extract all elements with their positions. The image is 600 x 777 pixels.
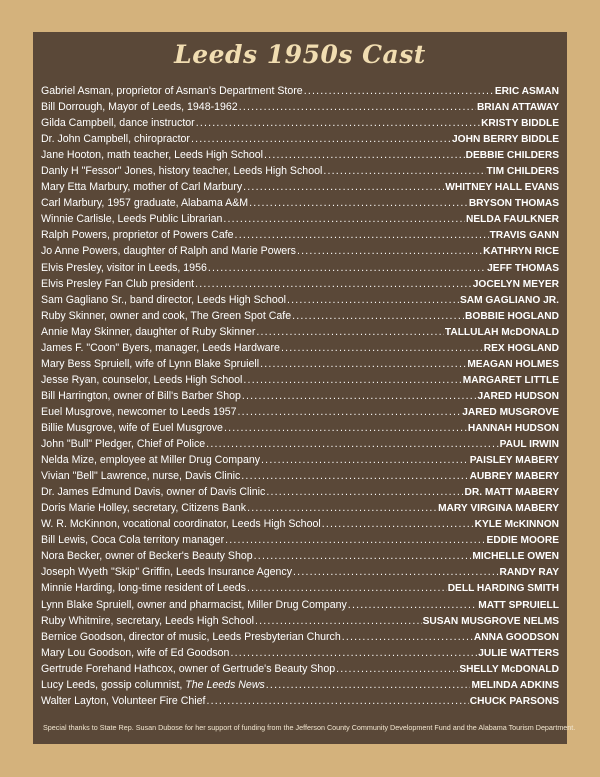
role-text: Jane Hooton, math teacher, Leeds High School xyxy=(41,149,264,162)
role-description xyxy=(41,356,259,372)
leader-dots xyxy=(281,340,483,356)
actor-name: ANNA GOODSON xyxy=(473,631,559,643)
leader-dots xyxy=(256,324,444,340)
cast-row xyxy=(41,227,559,243)
cast-row xyxy=(41,131,559,147)
cast-row xyxy=(41,532,559,548)
leader-dots xyxy=(225,532,485,548)
publication-title: The Leeds News xyxy=(185,678,265,691)
cast-row xyxy=(41,661,559,677)
role-text: Gabriel Asman, proprietor of Asman's Department Store xyxy=(41,85,303,97)
role-text: Dr. James Edmund Davis, owner of Davis Clinic xyxy=(41,486,266,499)
role-description xyxy=(41,195,248,211)
cast-row xyxy=(41,195,559,211)
role-description xyxy=(41,420,223,436)
role-description xyxy=(41,372,242,388)
actor-name: TIM CHILDERS xyxy=(486,166,559,178)
role-text: Mary Bess Spruiell, wife of Lynn Blake Spruiell xyxy=(41,357,260,370)
leader-dots xyxy=(266,677,471,693)
cast-row xyxy=(41,548,559,564)
leader-dots xyxy=(239,99,476,115)
actor-name: KRISTY BIDDLE xyxy=(481,118,559,130)
actor-name: BOBBIE HOGLAND xyxy=(465,310,559,322)
cast-row xyxy=(41,613,559,629)
role-description xyxy=(41,227,234,243)
actor-name: DELL HARDING SMITH xyxy=(447,583,559,595)
leader-dots xyxy=(322,516,474,532)
cast-row xyxy=(41,468,559,484)
role-description xyxy=(41,340,280,356)
actor-name: SHELLY McDONALD xyxy=(459,663,559,675)
cast-row xyxy=(41,452,559,468)
role-text: Nora Becker, owner of Becker's Beauty Shop xyxy=(41,550,253,563)
actor-name: JARED HUDSON xyxy=(477,390,559,402)
leader-dots xyxy=(241,468,468,484)
role-text: Annie May Skinner, daughter of Ruby Skinner xyxy=(41,325,256,338)
leader-dots xyxy=(297,243,482,259)
page-title: Leeds 1950s Cast xyxy=(174,40,426,69)
leader-dots xyxy=(238,404,462,420)
actor-name: KATHRYN RICE xyxy=(483,246,559,258)
role-text: Walter Layton, Volunteer Fire Chief xyxy=(41,694,206,707)
role-text: Bernice Goodson, director of music, Leeds Presbyterian Church xyxy=(41,630,341,643)
leader-dots xyxy=(206,436,498,452)
cast-row xyxy=(41,115,559,131)
actor-name: BRIAN ATTAWAY xyxy=(476,102,559,114)
actor-name: NELDA FAULKNER xyxy=(465,214,559,226)
cast-row xyxy=(41,292,559,308)
role-description xyxy=(41,484,265,500)
role-text: Bill Lewis, Coca Cola territory manager xyxy=(41,534,225,547)
leader-dots xyxy=(242,388,477,404)
leader-dots xyxy=(260,356,466,372)
role-text: John "Bull" Pledger, Chief of Police xyxy=(41,438,206,451)
role-description xyxy=(41,115,195,131)
role-description xyxy=(41,260,207,276)
role-description xyxy=(41,516,321,532)
cast-row xyxy=(41,388,559,404)
leader-dots xyxy=(249,195,468,211)
actor-name: DR. MATT MABERY xyxy=(464,487,559,499)
role-text: Billie Musgrove, wife of Euel Musgrove xyxy=(41,421,223,434)
role-description xyxy=(41,661,335,677)
actor-name: HANNAH HUDSON xyxy=(467,422,559,434)
actor-name: JARED MUSGROVE xyxy=(462,406,559,418)
role-description xyxy=(41,677,265,693)
cast-row xyxy=(41,83,559,99)
leader-dots xyxy=(191,131,451,147)
role-text: Gertrude Forehand Hathcox, owner of Gertrude's Beauty Shop xyxy=(41,662,336,675)
role-text: Bill Harrington, owner of Bill's Barber Shop xyxy=(41,389,241,402)
cast-row xyxy=(41,340,559,356)
cast-row xyxy=(41,211,559,227)
role-text: Lucy Leeds, gossip columnist, xyxy=(41,678,186,691)
role-text: Mary Etta Marbury, mother of Carl Marbury xyxy=(41,181,243,194)
role-text: Jesse Ryan, counselor, Leeds High School xyxy=(41,373,243,386)
cast-row xyxy=(41,324,559,340)
role-text: Dr. John Campbell, chiropractor xyxy=(41,133,190,146)
role-text: Sam Gagliano Sr., band director, Leeds High School xyxy=(41,293,286,306)
leader-dots xyxy=(304,83,494,99)
leader-dots xyxy=(323,163,485,179)
role-text: Ralph Powers, proprietor of Powers Cafe xyxy=(41,229,234,242)
role-text: Elvis Presley, visitor in Leeds, 1956 xyxy=(41,261,207,274)
role-description xyxy=(41,179,242,195)
role-text: Elvis Presley Fan Club president xyxy=(41,277,195,290)
cast-row xyxy=(41,243,559,259)
cast-row xyxy=(41,147,559,163)
actor-name: RANDY RAY xyxy=(499,567,559,579)
cast-row xyxy=(41,629,559,645)
role-description xyxy=(41,243,296,259)
actor-name: KYLE McKINNON xyxy=(474,519,559,531)
cast-row xyxy=(41,356,559,372)
leader-dots xyxy=(223,211,465,227)
leader-dots xyxy=(235,227,489,243)
cast-row xyxy=(41,516,559,532)
role-text: Bill Dorrough, Mayor of Leeds, 1948-1962 xyxy=(41,101,238,114)
role-description xyxy=(41,532,224,548)
role-text: Doris Marie Holley, secretary, Citizens Bank xyxy=(41,502,247,515)
leader-dots xyxy=(208,260,486,276)
cast-row xyxy=(41,580,559,596)
role-description xyxy=(41,388,241,404)
role-description xyxy=(41,292,286,308)
leader-dots xyxy=(293,564,499,580)
role-text: Vivian "Bell" Lawrence, nurse, Davis Clinic xyxy=(41,470,241,483)
actor-name: CHUCK PARSONS xyxy=(469,695,559,707)
role-text: Minnie Harding, long-time resident of Leeds xyxy=(41,582,246,595)
role-description xyxy=(41,613,254,629)
role-text: James F. "Coon" Byers, manager, Leeds Hardware xyxy=(41,341,280,354)
role-description xyxy=(41,468,240,484)
role-text: Mary Lou Goodson, wife of Ed Goodson xyxy=(41,646,230,659)
role-text: W. R. McKinnon, vocational coordinator, Leeds High School xyxy=(41,518,321,531)
leader-dots xyxy=(196,115,480,131)
role-text: Lynn Blake Spruiell, owner and pharmacist, Miller Drug Company xyxy=(41,598,347,611)
actor-name: PAISLEY MABERY xyxy=(469,455,559,467)
cast-row xyxy=(41,260,559,276)
actor-name: MARY VIRGINA MABERY xyxy=(438,503,559,515)
role-description xyxy=(41,131,190,147)
cast-row xyxy=(41,500,559,516)
cast-row xyxy=(41,677,559,693)
cast-row xyxy=(41,693,559,709)
role-description xyxy=(41,629,341,645)
role-text: Winnie Carlisle, Leeds Public Librarian xyxy=(41,213,223,226)
actor-name: SAM GAGLIANO JR. xyxy=(459,294,559,306)
cast-row xyxy=(41,564,559,580)
actor-name: WHITNEY HALL EVANS xyxy=(445,182,559,194)
leader-dots xyxy=(230,645,477,661)
leader-dots xyxy=(247,500,437,516)
actor-name: EDDIE MOORE xyxy=(486,535,559,547)
role-description xyxy=(41,99,238,115)
cast-row xyxy=(41,308,559,324)
actor-name: MELINDA ADKINS xyxy=(471,679,559,691)
cast-row xyxy=(41,372,559,388)
role-description xyxy=(41,404,237,420)
role-description xyxy=(41,308,291,324)
actor-name: MEAGAN HOLMES xyxy=(467,358,559,370)
leader-dots xyxy=(224,420,467,436)
role-description xyxy=(41,452,260,468)
leader-dots xyxy=(336,661,458,677)
role-description xyxy=(41,500,246,516)
role-text: Joseph Wyeth "Skip" Griffin, Leeds Insurance Agency xyxy=(41,566,293,579)
role-text: Ruby Skinner, owner and cook, The Green Spot Cafe xyxy=(41,309,292,322)
cast-row xyxy=(41,163,559,179)
leader-dots xyxy=(264,147,465,163)
cast-row xyxy=(41,179,559,195)
role-description xyxy=(41,564,292,580)
cast-row xyxy=(41,597,559,613)
role-text: Jo Anne Powers, daughter of Ralph and Marie Powers xyxy=(41,245,296,258)
cast-row xyxy=(41,99,559,115)
actor-name: DEBBIE CHILDERS xyxy=(465,150,559,162)
role-description xyxy=(41,211,222,227)
cast-panel xyxy=(33,32,576,744)
role-description xyxy=(41,324,255,340)
leader-dots xyxy=(348,597,477,613)
leader-dots xyxy=(206,693,468,709)
actor-name: JOCELYN MEYER xyxy=(472,278,559,290)
role-description xyxy=(41,147,263,163)
leader-dots xyxy=(243,179,444,195)
role-text: Nelda Mize, employee at Miller Drug Company xyxy=(41,454,261,467)
actor-name: BRYSON THOMAS xyxy=(468,198,559,210)
cast-row xyxy=(41,276,559,292)
actor-name: ERIC ASMAN xyxy=(494,86,559,97)
role-description xyxy=(41,548,253,564)
leader-dots xyxy=(255,613,422,629)
role-description xyxy=(41,276,194,292)
role-text: Ruby Whitmire, secretary, Leeds High School xyxy=(41,614,254,627)
special-thanks: Special thanks to State Rep. Susan Dubose for her support of funding from the Jefferson County Community Development Fund and the Alabama Tourism Department. xyxy=(43,723,576,732)
role-text: Danly H "Fessor" Jones, history teacher, Leeds High School xyxy=(41,165,323,178)
cast-row xyxy=(41,420,559,436)
actor-name: MATT SPRUIELL xyxy=(478,599,559,611)
leader-dots xyxy=(261,452,469,468)
leader-dots xyxy=(243,372,461,388)
actor-name: MICHELLE OWEN xyxy=(472,551,559,563)
actor-name: TRAVIS GANN xyxy=(489,230,559,242)
actor-name: JEFF THOMAS xyxy=(487,262,559,274)
actor-name: JOHN BERRY BIDDLE xyxy=(452,134,559,146)
leader-dots xyxy=(266,484,463,500)
cast-list xyxy=(41,83,559,709)
role-description xyxy=(41,436,205,452)
cast-row xyxy=(41,645,559,661)
role-description xyxy=(41,693,205,709)
cast-row xyxy=(41,484,559,500)
leader-dots xyxy=(195,276,472,292)
actor-name: SUSAN MUSGROVE NELMS xyxy=(422,615,559,627)
role-text: Gilda Campbell, dance instructor xyxy=(41,117,195,130)
role-text: Carl Marbury, 1957 graduate, Alabama A&M xyxy=(41,197,249,210)
actor-name: TALLULAH McDONALD xyxy=(444,326,559,338)
actor-name: JULIE WATTERS xyxy=(478,647,559,659)
actor-name: PAUL IRWIN xyxy=(499,439,559,451)
leader-dots xyxy=(247,580,447,596)
role-description xyxy=(41,580,246,596)
leader-dots xyxy=(342,629,473,645)
role-description xyxy=(41,645,229,661)
role-description xyxy=(41,597,347,613)
leader-dots xyxy=(287,292,459,308)
leader-dots xyxy=(292,308,464,324)
role-text: Euel Musgrove, newcomer to Leeds 1957 xyxy=(41,405,237,418)
actor-name: REX HOGLAND xyxy=(483,342,559,354)
actor-name: MARGARET LITTLE xyxy=(462,374,559,386)
role-description xyxy=(41,83,303,99)
leader-dots xyxy=(254,548,472,564)
cast-row xyxy=(41,404,559,420)
cast-row xyxy=(41,436,559,452)
role-description xyxy=(41,163,322,179)
actor-name: AUBREY MABERY xyxy=(469,471,559,483)
